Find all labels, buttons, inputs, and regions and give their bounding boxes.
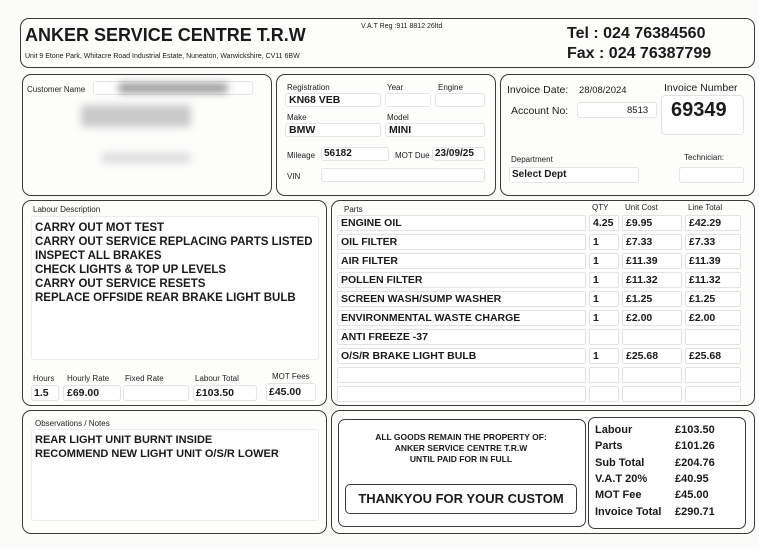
- totals-row: [589, 489, 745, 505]
- part-qty: 1: [589, 234, 619, 250]
- unit-cost-label: Unit Cost: [625, 203, 658, 212]
- invoice-number-label: Invoice Number: [664, 82, 738, 94]
- vin-field[interactable]: [321, 168, 485, 182]
- labour-line: REPLACE OFFSIDE REAR BRAKE LIGHT BULB: [35, 292, 296, 304]
- part-line-total: [685, 386, 741, 402]
- totals-value: £204.76: [675, 457, 715, 469]
- invoice-date-label: Invoice Date:: [507, 84, 569, 96]
- account-number-value: 8513: [627, 105, 649, 116]
- parts-row[interactable]: [337, 386, 747, 402]
- totals-value: £101.26: [675, 440, 715, 452]
- parts-row[interactable]: [337, 348, 747, 364]
- part-line-total: £2.00: [685, 310, 741, 326]
- hourly-rate-label: Hourly Rate: [67, 374, 110, 383]
- vehicle-panel: [276, 74, 496, 196]
- totals-row: [589, 457, 745, 473]
- parts-row[interactable]: [337, 215, 747, 231]
- vat-reg: V.A.T Reg :911 8812 26ltd: [361, 23, 443, 30]
- parts-label: Parts: [344, 205, 363, 214]
- part-name: O/S/R BRAKE LIGHT BULB: [337, 348, 586, 364]
- part-line-total: £42.29: [685, 215, 741, 231]
- totals-label: Labour: [595, 424, 633, 436]
- totals-value: £45.00: [675, 489, 709, 501]
- labour-line: INSPECT ALL BRAKES: [35, 250, 162, 262]
- totals-value: £103.50: [675, 424, 715, 436]
- property-line: UNTIL PAID FOR IN FULL: [409, 454, 513, 464]
- part-qty: 1: [589, 272, 619, 288]
- model-label: Model: [387, 113, 409, 122]
- parts-row[interactable]: [337, 329, 747, 345]
- part-unit-cost: £1.25: [622, 291, 682, 307]
- customer-panel: [22, 74, 272, 196]
- totals-row: [589, 424, 745, 440]
- part-name: ENVIRONMENTAL WASTE CHARGE: [337, 310, 586, 326]
- department-value: Select Dept: [512, 169, 567, 180]
- part-line-total: £11.39: [685, 253, 741, 269]
- totals-row: [589, 440, 745, 456]
- parts-row[interactable]: [337, 310, 747, 326]
- labour-description-box[interactable]: [31, 216, 319, 360]
- part-name: SCREEN WASH/SUMP WASHER: [337, 291, 586, 307]
- part-unit-cost: £2.00: [622, 310, 682, 326]
- part-qty: [589, 329, 619, 345]
- part-name: AIR FILTER: [337, 253, 586, 269]
- vin-label: VIN: [287, 172, 301, 181]
- labour-description-label: Labour Description: [33, 205, 101, 214]
- invoice-date-value: 28/08/2024: [579, 85, 627, 96]
- part-name: [337, 367, 586, 383]
- header-panel: [20, 18, 755, 68]
- hourly-rate-value: £69.00: [67, 387, 100, 399]
- model-value: MINI: [389, 124, 412, 136]
- part-unit-cost: £11.39: [622, 253, 682, 269]
- redacted-customer-address: [81, 105, 191, 127]
- totals-value: £290.71: [675, 506, 715, 518]
- totals-label: Parts: [595, 440, 623, 452]
- part-unit-cost: [622, 329, 682, 345]
- year-label: Year: [387, 83, 404, 92]
- make-label: Make: [287, 113, 307, 122]
- company-address: Unit 9 Etone Park, Whitacre Road Industrial Estate, Nuneaton, Warwickshire, CV11 6BW: [25, 53, 300, 60]
- note-line: REAR LIGHT UNIT BURNT INSIDE: [35, 434, 213, 446]
- make-value: BMW: [289, 124, 316, 136]
- thankyou-text: THANKYOU FOR YOUR CUSTOM: [358, 491, 564, 506]
- part-name: ANTI FREEZE -37: [337, 329, 586, 345]
- part-line-total: £1.25: [685, 291, 741, 307]
- telephone: Tel : 024 76384560: [567, 25, 706, 42]
- totals-label: Sub Total: [595, 457, 645, 469]
- hours-label: Hours: [33, 374, 55, 383]
- registration-label: Registration: [287, 83, 330, 92]
- part-unit-cost: £11.32: [622, 272, 682, 288]
- totals-label: MOT Fee: [595, 489, 642, 501]
- mileage-value: 56182: [324, 148, 352, 159]
- property-notice: [339, 432, 583, 465]
- year-field[interactable]: [385, 93, 431, 107]
- technician-label: Technician:: [684, 153, 725, 162]
- registration-value: KN68 VEB: [289, 94, 341, 106]
- note-line: RECOMMEND NEW LIGHT UNIT O/S/R LOWER: [35, 448, 279, 460]
- parts-row[interactable]: [337, 272, 747, 288]
- engine-field[interactable]: [435, 93, 485, 107]
- parts-row[interactable]: [337, 367, 747, 383]
- part-unit-cost: £7.33: [622, 234, 682, 250]
- parts-row[interactable]: [337, 234, 747, 250]
- notes-box[interactable]: [31, 429, 319, 521]
- part-line-total: £7.33: [685, 234, 741, 250]
- property-line: ALL GOODS REMAIN THE PROPERTY OF:: [375, 432, 547, 442]
- parts-row[interactable]: [337, 291, 747, 307]
- part-name: [337, 386, 586, 402]
- part-unit-cost: £9.95: [622, 215, 682, 231]
- labour-line: CARRY OUT SERVICE REPLACING PARTS LISTED: [35, 236, 313, 248]
- totals-value: £40.95: [675, 473, 709, 485]
- labour-line: CARRY OUT SERVICE RESETS: [35, 278, 206, 290]
- notes-label: Observations / Notes: [35, 419, 110, 428]
- mileage-label: Mileage: [287, 151, 316, 160]
- mot-fees-label: MOT Fees: [272, 372, 310, 381]
- parts-table: [337, 215, 747, 405]
- part-qty: 4.25: [589, 215, 619, 231]
- part-qty: 1: [589, 291, 619, 307]
- part-qty: [589, 386, 619, 402]
- notes-panel: [22, 410, 327, 534]
- parts-panel: [331, 200, 755, 406]
- part-unit-cost: £25.68: [622, 348, 682, 364]
- labour-total-value: £103.50: [196, 387, 234, 399]
- hours-value: 1.5: [34, 387, 49, 399]
- part-unit-cost: [622, 386, 682, 402]
- part-name: ENGINE OIL: [337, 215, 586, 231]
- part-line-total: £11.32: [685, 272, 741, 288]
- mot-fees-value: £45.00: [269, 386, 302, 398]
- invoice-number-value: 69349: [671, 99, 727, 121]
- property-notice-box: [338, 419, 586, 527]
- totals-label: V.A.T 20%: [595, 473, 648, 485]
- line-total-label: Line Total: [688, 203, 723, 212]
- footer-panel: [331, 410, 755, 534]
- totals-box: [588, 417, 746, 529]
- fixed-rate-field[interactable]: [123, 385, 189, 401]
- part-qty: [589, 367, 619, 383]
- mot-due-label: MOT Due: [395, 151, 430, 160]
- labour-total-label: Labour Total: [195, 374, 239, 383]
- totals-row: [589, 473, 745, 489]
- labour-line: CARRY OUT MOT TEST: [35, 222, 165, 234]
- mot-due-value: 23/09/25: [435, 148, 474, 159]
- labour-panel: [22, 200, 327, 406]
- qty-label: QTY: [592, 203, 609, 212]
- redacted-customer-name: [118, 83, 228, 93]
- part-qty: 1: [589, 348, 619, 364]
- part-qty: 1: [589, 253, 619, 269]
- company-name: ANKER SERVICE CENTRE T.R.W: [25, 25, 306, 45]
- part-qty: 1: [589, 310, 619, 326]
- totals-row: [589, 506, 745, 522]
- parts-row[interactable]: [337, 253, 747, 269]
- part-line-total: [685, 367, 741, 383]
- part-name: POLLEN FILTER: [337, 272, 586, 288]
- department-label: Department: [511, 155, 553, 164]
- fixed-rate-label: Fixed Rate: [125, 374, 164, 383]
- part-line-total: £25.68: [685, 348, 741, 364]
- part-line-total: [685, 329, 741, 345]
- totals-label: Invoice Total: [595, 506, 662, 518]
- technician-field[interactable]: [679, 167, 744, 183]
- property-line: ANKER SERVICE CENTRE T.R.W: [394, 443, 528, 453]
- part-name: OIL FILTER: [337, 234, 586, 250]
- engine-label: Engine: [438, 83, 463, 92]
- part-unit-cost: [622, 367, 682, 383]
- thankyou-box: [345, 484, 577, 514]
- fax: Fax : 024 76387799: [567, 45, 712, 62]
- customer-name-label: Customer Name: [27, 85, 86, 94]
- invoice-panel: [500, 74, 755, 196]
- redacted-customer-detail: [101, 153, 191, 163]
- labour-line: CHECK LIGHTS & TOP UP LEVELS: [35, 264, 227, 276]
- account-number-label: Account No:: [511, 105, 569, 117]
